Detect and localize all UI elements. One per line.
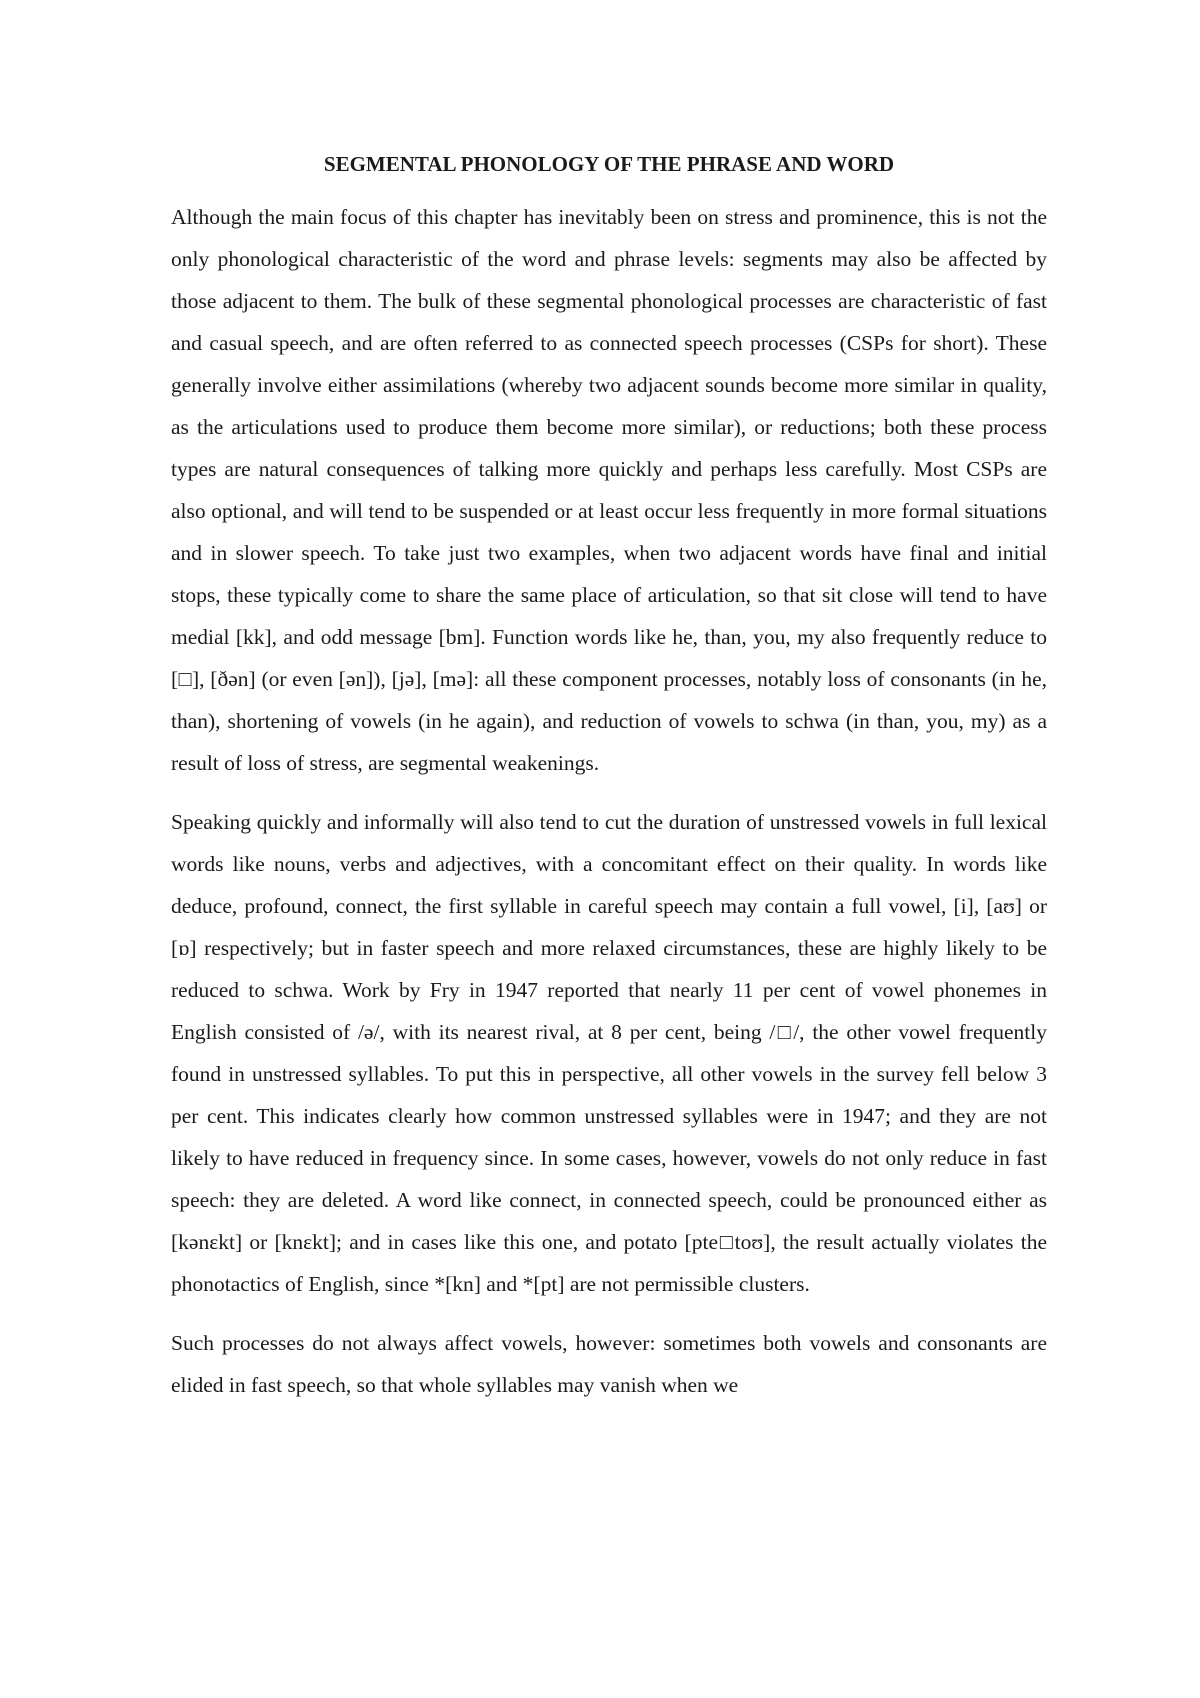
paragraph-2: Speaking quickly and informally will also tend to cut the duration of unstressed vowels in full lexical words like nouns, verbs and adjectives, with a concomitant effect on their quality. In words like deduce, profound, connect, the first syllable in careful speech may contain a full vowel, [i], [aʊ] or [ɒ] respectively; but in faster speech and more relaxed circumstances, these are highly likely to be reduced to schwa. Work by Fry in 1947 reported that nearly 11 per cent of vowel phonemes in English consisted of /ə/, with its nearest rival, at 8 per cent, being /□/, the other vowel frequently found in unstressed syllables. To put this in perspective, all other vowels in the survey fell below 3 per cent. This indicates clearly how common unstressed syllables were in 1947; and they are not likely to have reduced in frequency since. In some cases, however, vowels do not only reduce in fast speech: they are deleted. A word like connect, in connected speech, could be pronounced either as [kənɛkt] or [knɛkt]; and in cases like this one, and potato [pte□toʊ], the result actually violates the phonotactics of English, since *[kn] and *[pt] are not permissible clusters. (171, 810, 1047, 1296)
paragraph-3: Such processes do not always affect vowels, however: sometimes both vowels and consonants are elided in fast speech, so that whole syllables may vanish when we (171, 1331, 1047, 1397)
paragraph-1: Although the main focus of this chapter has inevitably been on stress and prominence, this is not the only phonological characteristic of the word and phrase levels: segments may also be affected by those adjacent to them. The bulk of these segmental phonological processes are characteristic of fast and casual speech, and are often referred to as connected speech processes (CSPs for short). These generally involve either assimilations (whereby two adjacent sounds become more similar in quality, as the articulations used to produce them become more similar), or reductions; both these process types are natural consequences of talking more quickly and perhaps less carefully. Most CSPs are also optional, and will tend to be suspended or at least occur less frequently in more formal situations and in slower speech. To take just two examples, when two adjacent words have final and initial stops, these typically come to share the same place of articulation, so that sit close will tend to have medial [kk], and odd message [bm]. Function words like he, than, you, my also frequently reduce to [□], [ðən] (or even [ən]), [jə], [mə]: all these component processes, notably loss of consonants (in he, than), shortening of vowels (in he again), and reduction of vowels to schwa (in than, you, my) as a result of loss of stress, are segmental weakenings. (171, 205, 1047, 775)
document-title: SEGMENTAL PHONOLOGY OF THE PHRASE AND WORD (323, 152, 895, 176)
document-page (171, 150, 1047, 1423)
